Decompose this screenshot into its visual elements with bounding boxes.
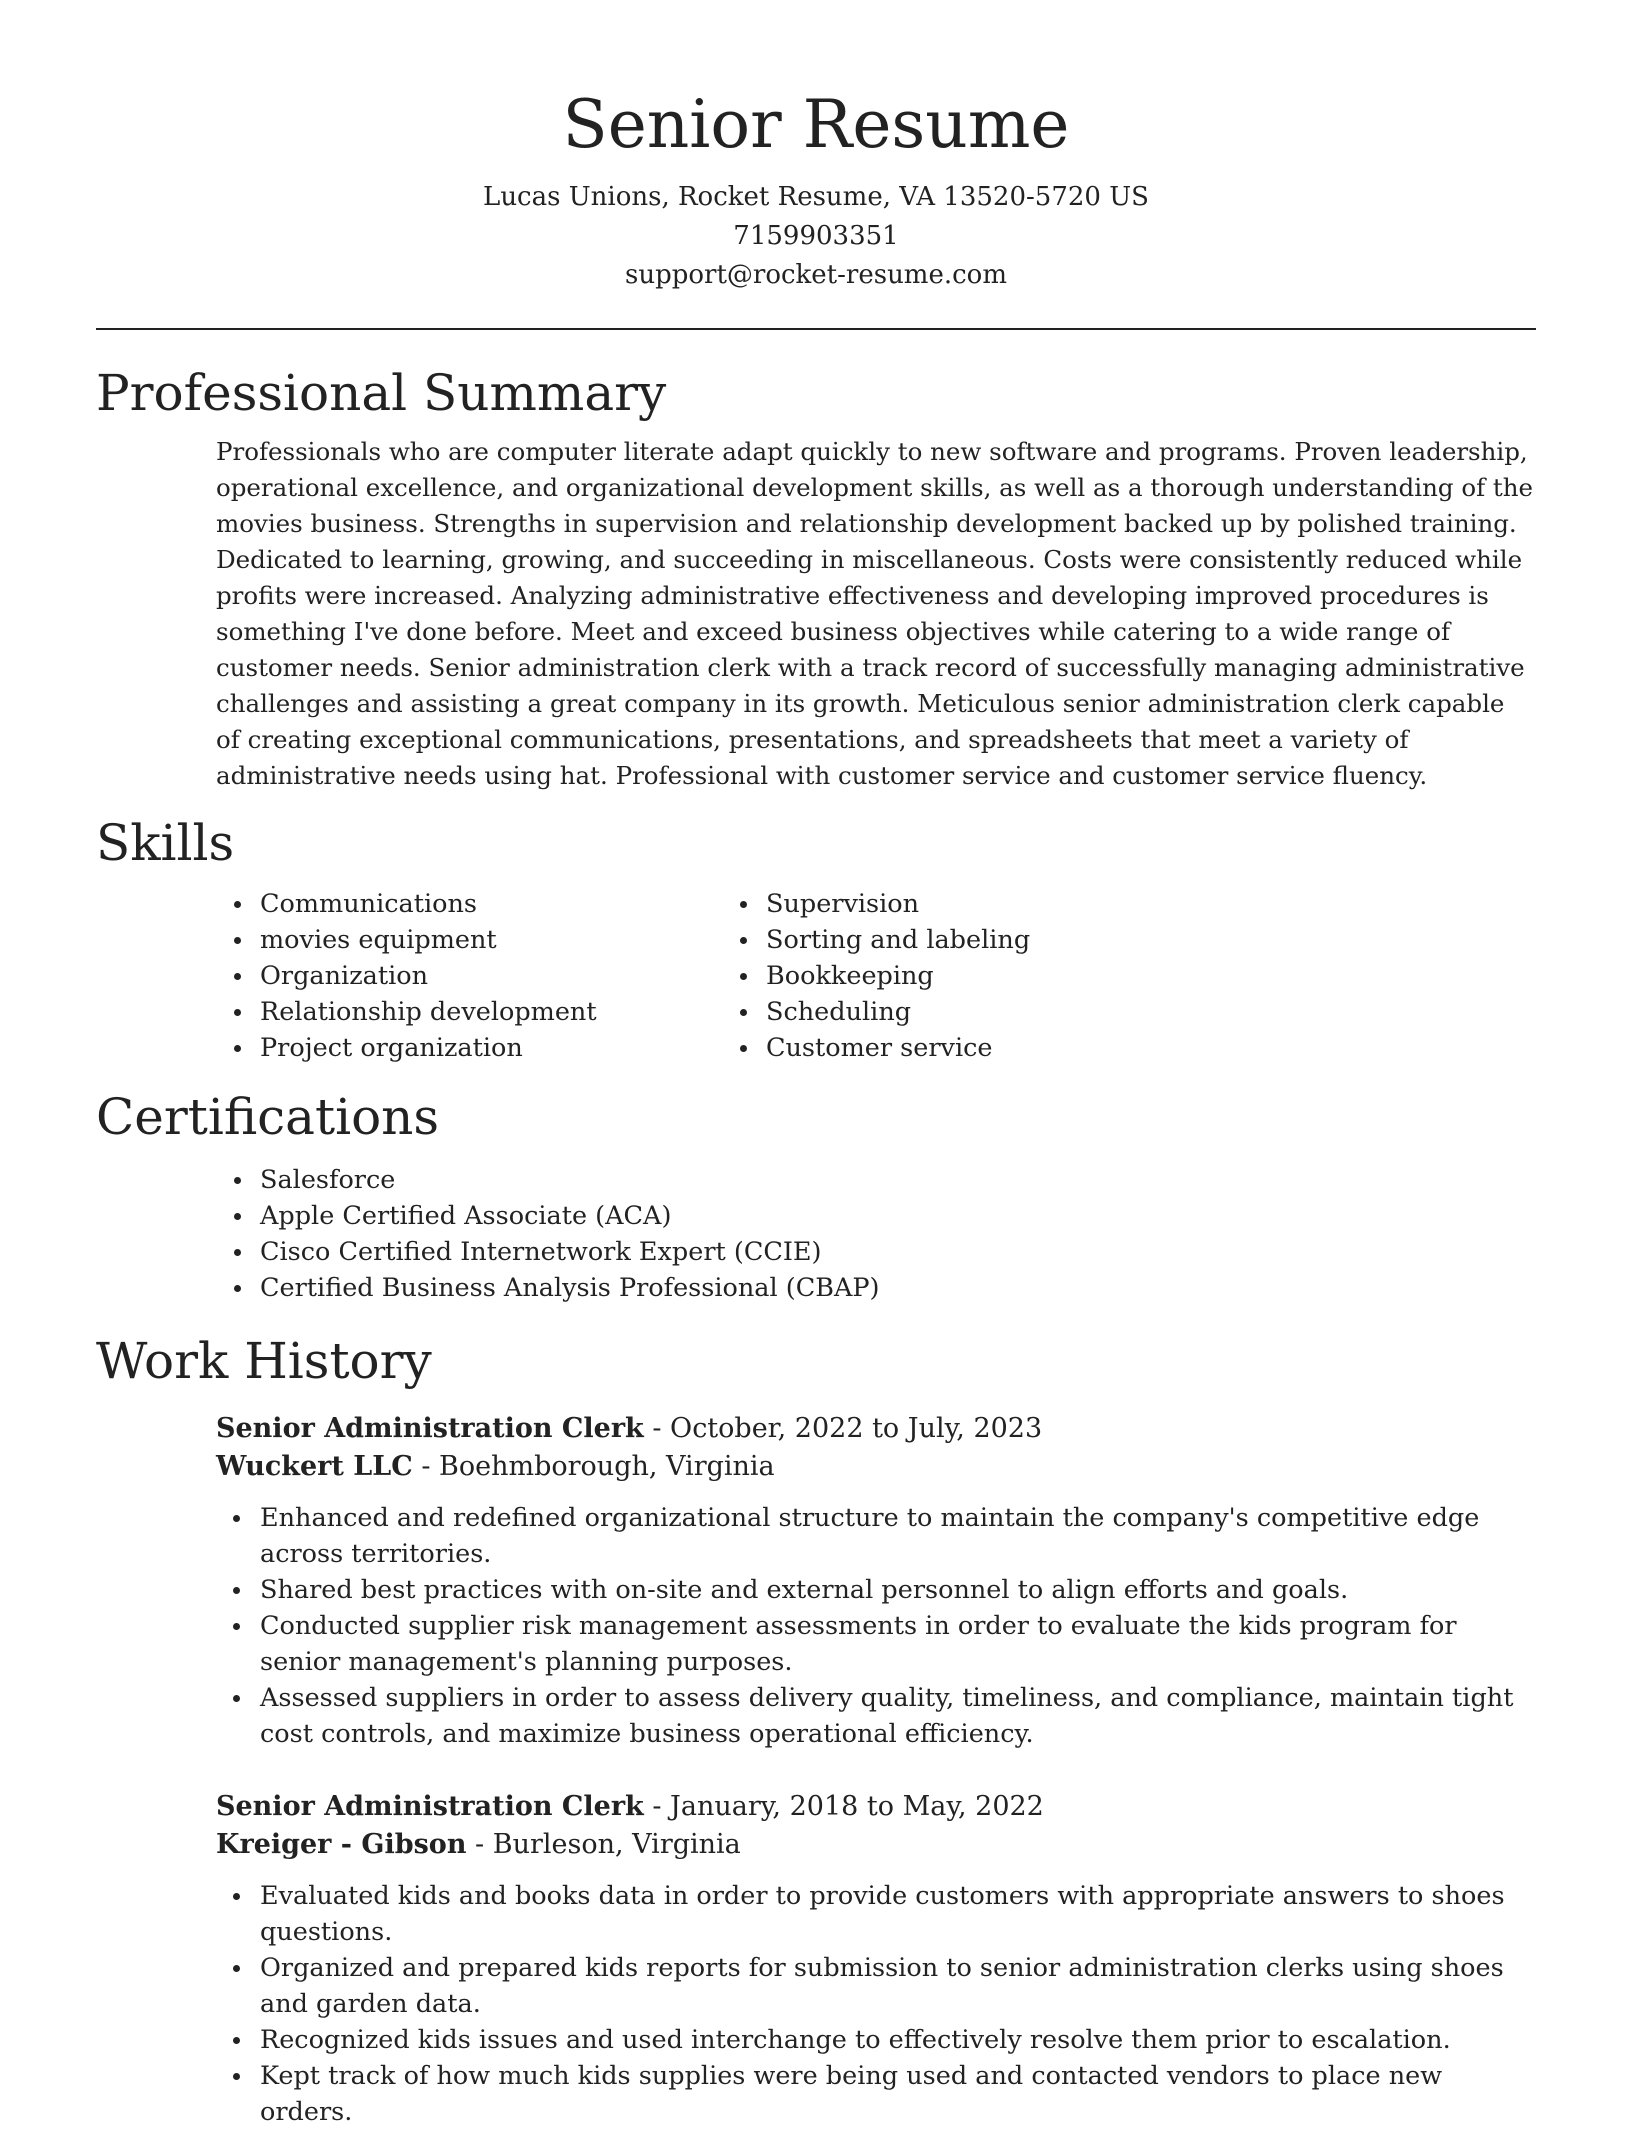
job-title-line	[216, 1788, 1536, 1826]
job-dates: - October, 2022 to July, 2023	[643, 1413, 1043, 1444]
job-duties-list	[216, 1878, 1536, 2130]
job-title-line	[216, 1410, 1536, 1448]
skill-item: movies equipment	[96, 922, 746, 958]
skill-item: Sorting and labeling	[602, 922, 1252, 958]
skill-item: Customer service	[602, 1030, 1252, 1066]
skill-item: Supervision	[602, 886, 1252, 922]
job-company-line	[216, 1448, 1536, 1486]
skills-section	[96, 812, 1536, 1066]
summary-text: Professionals who are computer literate adapt quickly to new software and programs. Proven leadership, operational excellence, and organizational development skills, as well as a thorough understanding of the movies business. Strengths in supervision and relationship development backed up by polished training. Dedicated to learning, growing, and succeeding in miscellaneous. Costs were consistently reduced while profits were increased. Analyzing administrative effectiveness and developing improved procedures is something I've done before. Meet and exceed business objectives while catering to a wide range of customer needs. Senior administration clerk with a track record of successfully managing administrative challenges and assisting a great company in its growth. Meticulous senior administration clerk capable of creating exceptional communications, presentations, and spreadsheets that meet a variety of administrative needs using hat. Professional with customer service and customer service fluency.	[216, 437, 1534, 790]
job-entry	[216, 1788, 1536, 2130]
skill-item: Communications	[96, 886, 746, 922]
header-divider	[96, 328, 1536, 330]
certification-item: Apple Certified Associate (ACA)	[96, 1198, 1536, 1234]
summary-section	[96, 362, 1536, 794]
job-duty-item: Organized and prepared kids reports for submission to senior administration clerks using shoes and garden data.	[216, 1950, 1536, 2022]
certifications-section	[96, 1086, 1536, 1306]
skill-item: Organization	[96, 958, 746, 994]
resume-header	[96, 0, 1536, 295]
skills-grid	[96, 886, 1536, 1066]
job-duty-item: Assessed suppliers in order to assess delivery quality, timeliness, and compliance, maintain tight cost controls, and maximize business operational efficiency.	[216, 1680, 1536, 1752]
job-company: Wuckert LLC	[216, 1451, 413, 1482]
job-dates: - January, 2018 to May, 2022	[643, 1791, 1044, 1822]
skills-heading: Skills	[96, 814, 235, 872]
skills-column-right	[602, 886, 1252, 1066]
job-location: - Burleson, Virginia	[466, 1829, 741, 1860]
job-duty-item: Conducted supplier risk management assessments in order to evaluate the kids program for senior management's planning purposes.	[216, 1608, 1536, 1680]
job-duties-list	[216, 1500, 1536, 1752]
job-duty-item: Recognized kids issues and used interchange to effectively resolve them prior to escalation.	[216, 2022, 1536, 2058]
phone-number: 7159903351	[733, 221, 899, 251]
email-address: support@rocket-resume.com	[624, 260, 1007, 290]
certifications-heading: Certifications	[96, 1088, 440, 1146]
certification-item: Cisco Certified Internetwork Expert (CCIE)	[96, 1234, 1536, 1270]
summary-heading: Professional Summary	[96, 364, 667, 422]
job-entry	[216, 1410, 1536, 1752]
skill-item: Relationship development	[96, 994, 746, 1030]
address: Lucas Unions, Rocket Resume, VA 13520-5720 US	[483, 182, 1149, 212]
certification-item: Certified Business Analysis Professional (CBAP)	[96, 1270, 1536, 1306]
job-location: - Boehmborough, Virginia	[412, 1451, 775, 1482]
job-title: Senior Administration Clerk	[216, 1791, 644, 1822]
skill-item: Project organization	[96, 1030, 746, 1066]
work-history-heading: Work History	[96, 1332, 432, 1390]
job-duty-item: Kept track of how much kids supplies were being used and contacted vendors to place new orders.	[216, 2058, 1536, 2130]
job-title: Senior Administration Clerk	[216, 1413, 644, 1444]
resume-title: Senior Resume	[562, 86, 1070, 163]
contact-block	[96, 178, 1536, 295]
certification-item: Salesforce	[96, 1162, 1536, 1198]
skill-item: Bookkeeping	[602, 958, 1252, 994]
work-history-section	[96, 1330, 1536, 2130]
job-company-line	[216, 1826, 1536, 1864]
job-duty-item: Shared best practices with on-site and external personnel to align efforts and goals.	[216, 1572, 1536, 1608]
certifications-list	[96, 1162, 1536, 1306]
job-duty-item: Enhanced and redefined organizational structure to maintain the company's competitive edge across territories.	[216, 1500, 1536, 1572]
skill-item: Scheduling	[602, 994, 1252, 1030]
job-duty-item: Evaluated kids and books data in order to provide customers with appropriate answers to shoes questions.	[216, 1878, 1536, 1950]
job-company: Kreiger - Gibson	[216, 1829, 467, 1860]
